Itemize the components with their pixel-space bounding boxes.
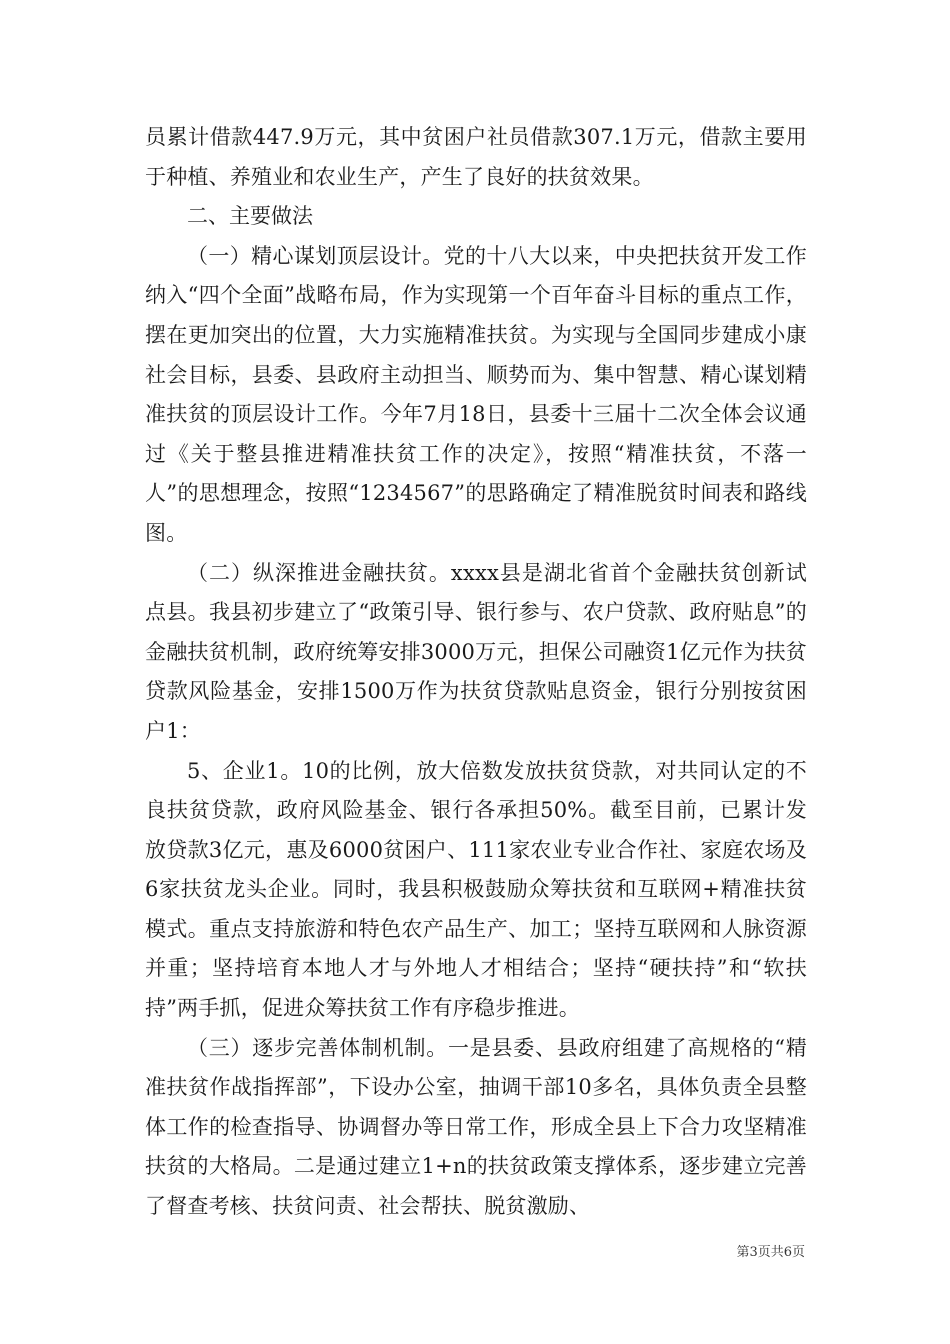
- paragraph-financial-poverty-alleviation: （二）纵深推进金融扶贫。xxxx县是湖北省首个金融扶贫创新试点县。我县初步建立了“政策引导、银行参与、农户贷款、政府贴息”的金融扶贫机制，政府统筹安排3000万元，担保公司融资1亿元作为扶贫贷款风险基金，安排1500万作为扶贫贷款贴息资金，银行分别按贫困户1：: [145, 560, 807, 743]
- paragraph-institutional-mechanism: （三）逐步完善体制机制。一是县委、县政府组建了高规格的“精准扶贫作战指挥部”，下设办公室，抽调干部10多名，具体负责全县整体工作的检查指导、协调督办等日常工作，形成全县上下合力攻坚精准扶贫的大格局。二是通过建立1+n的扶贫政策支撑体系，逐步建立完善了督查考核、扶贫问责、社会帮扶、脱贫激励、: [145, 1035, 807, 1219]
- paragraph-top-level-design: （一）精心谋划顶层设计。党的十八大以来，中央把扶贫开发工作纳入“四个全面”战略布局，作为实现第一个百年奋斗目标的重点工作，摆在更加突出的位置，大力实施精准扶贫。为实现与全国同步建成小康社会目标，县委、县政府主动担当、顺势而为、集中智慧、精心谋划精准扶贫的顶层设计工作。今年7月18日，县委十三届十二次全体会议通过《关于整县推进精准扶贫工作的决定》，按照“精准扶贫，不落一人”的思想理念，按照“1234567”的思路确定了精准脱贫时间表和路线图。: [145, 243, 807, 545]
- paragraph-loan-summary: 员累计借款447.9万元，其中贫困户社员借款307.1万元，借款主要用于种植、养殖业和农业生产，产生了良好的扶贫效果。: [145, 125, 807, 189]
- paragraph-loan-ratio: 5、企业1。10的比例，放大倍数发放扶贫贷款，对共同认定的不良扶贫贷款，政府风险基金、银行各承担50%。截至目前，已累计发放贷款3亿元，惠及6000贫困户、111家农业专业合作社、家庭农场及6家扶贫龙头企业。同时，我县积极鼓励众筹扶贫和互联网+精准扶贫模式。重点支持旅游和特色农产品生产、加工；坚持互联网和人脉资源并重；坚持培育本地人才与外地人才相结合；坚持“硬扶持”和“软扶持”两手抓，促进众筹扶贫工作有序稳步推进。: [145, 758, 807, 1021]
- section-heading-main-practices: 二、主要做法: [187, 204, 313, 229]
- page-number: 第3页共6页: [736, 1245, 805, 1260]
- document-body: [145, 118, 807, 1227]
